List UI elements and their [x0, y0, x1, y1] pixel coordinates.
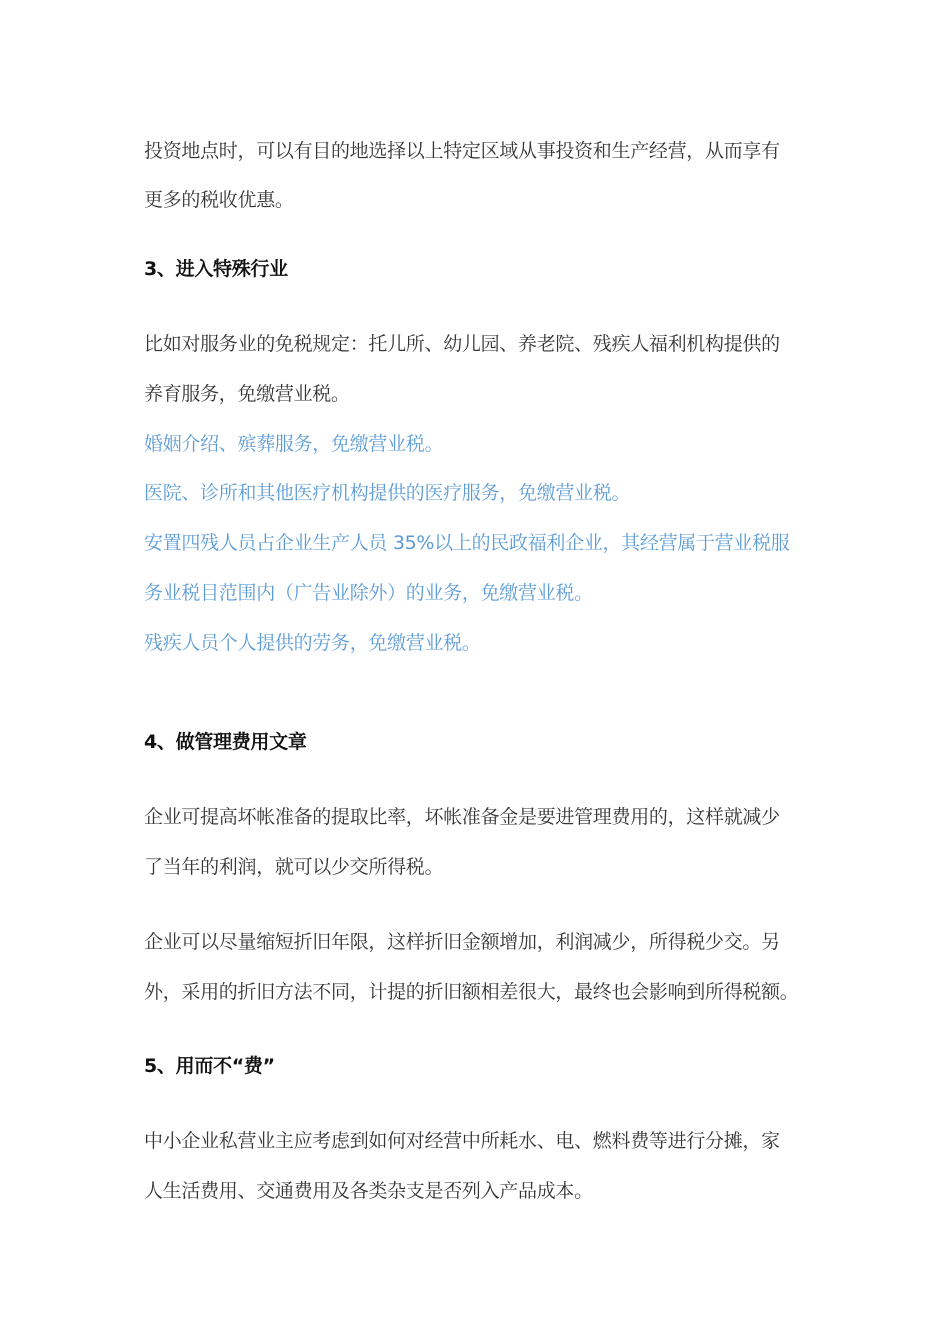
- intro-line-1: 投资地点时，可以有目的地选择以上特定区域从事投资和生产经营，从而享有: [144, 140, 780, 162]
- section-5-paragraph-line-2: 人生活费用、交通费用及各类杂支是否列入产品成本。: [144, 1180, 593, 1202]
- section-4-paragraph-1-line-1: 企业可提高坏帐准备的提取比率，坏帐准备金是要进管理费用的，这样就减少: [144, 806, 780, 828]
- intro-line-2: 更多的税收优惠。: [144, 189, 294, 211]
- section-3-paragraph-line-1: 比如对服务业的免税规定：托儿所、幼儿园、养老院、残疾人福利机构提供的: [144, 333, 780, 355]
- section-3-item-disabled-labor: 残疾人员个人提供的劳务，免缴营业税。: [144, 632, 481, 654]
- section-5-paragraph-line-1: 中小企业私营业主应考虑到如何对经营中所耗水、电、燃料费等进行分摊，家: [144, 1130, 780, 1152]
- section-5-heading: 5、用而不“费”: [144, 1055, 275, 1077]
- section-3-item-marriage-funeral: 婚姻介绍、殡葬服务，免缴营业税。: [144, 433, 444, 455]
- section-4-paragraph-2-line-2: 外，采用的折旧方法不同，计提的折旧额相差很大，最终也会影响到所得税额。: [144, 981, 799, 1003]
- section-4-paragraph-2-line-1: 企业可以尽量缩短折旧年限，这样折旧金额增加，利润减少，所得税少交。另: [144, 931, 780, 953]
- section-3-item-welfare-line-1: 安置四残人员占企业生产人员 35%以上的民政福利企业，其经营属于营业税服: [144, 532, 790, 554]
- section-3-heading: 3、进入特殊行业: [144, 258, 288, 280]
- section-3-item-medical: 医院、诊所和其他医疗机构提供的医疗服务，免缴营业税。: [144, 482, 631, 504]
- section-3-paragraph-line-2: 养育服务，免缴营业税。: [144, 383, 350, 405]
- section-3-item-welfare-line-2: 务业税目范围内（广告业除外）的业务，免缴营业税。: [144, 582, 593, 604]
- section-4-heading: 4、做管理费用文章: [144, 731, 307, 753]
- section-4-paragraph-1-line-2: 了当年的利润，就可以少交所得税。: [144, 856, 444, 878]
